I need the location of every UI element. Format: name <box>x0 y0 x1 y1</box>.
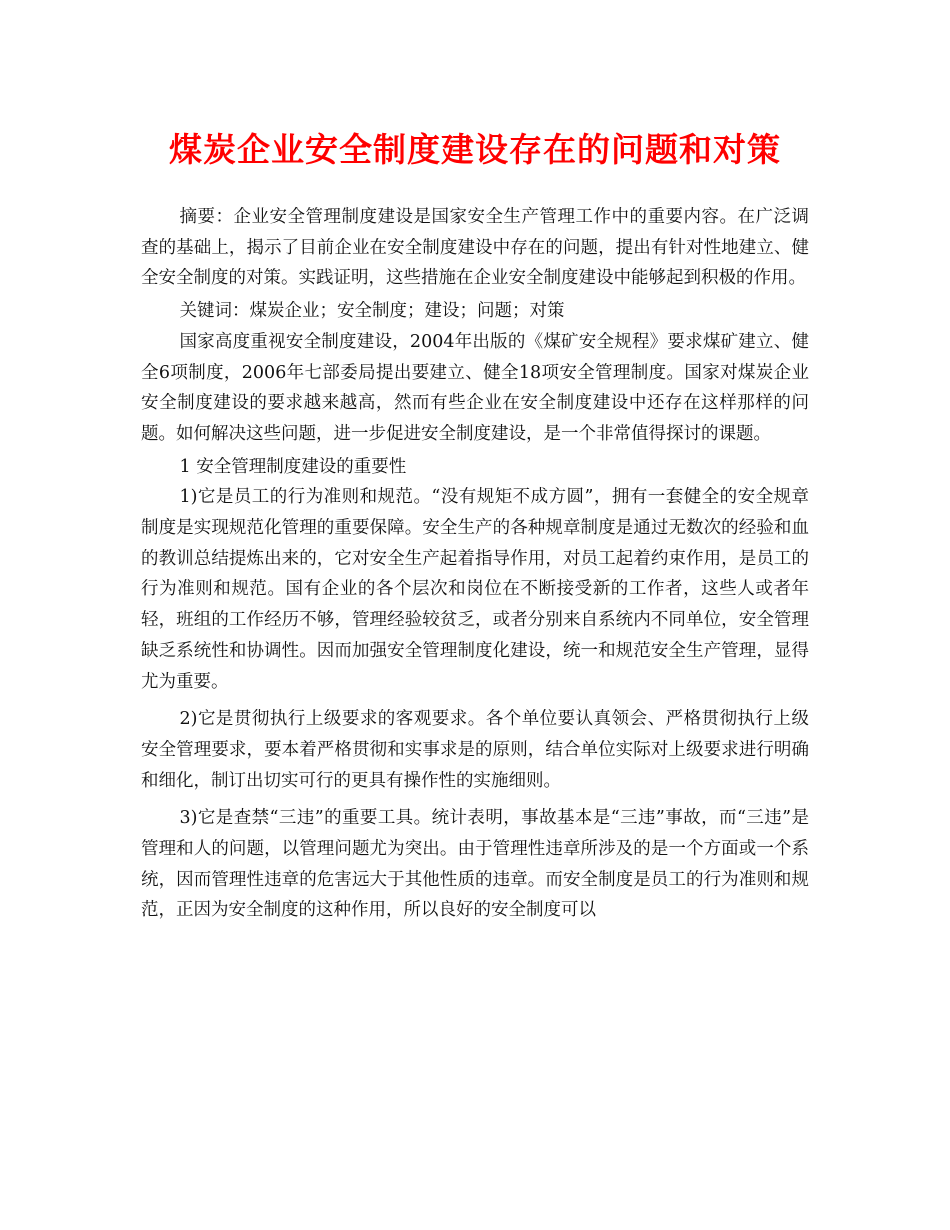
point-3-paragraph: 3)它是查禁“三违”的重要工具。统计表明，事故基本是“三违”事故，而“三违”是管理和人的问题，以管理问题尤为突出。由于管理性违章所涉及的是一个方面或一个系统，因而管理性违章的危害远大于其他性质的违章。而安全制度是员工的行为准则和规范，正因为安全制度的这种作用，所以良好的安全制度可以 <box>141 808 809 921</box>
abstract-paragraph: 摘要：企业安全管理制度建设是国家安全生产管理工作中的重要内容。在广泛调查的基础上，揭示了目前企业在安全制度建设中存在的问题，提出有针对性地建立、健全安全制度的对策。实践证明，这些措施在企业安全制度建设中能够起到积极的作用。 <box>141 207 809 289</box>
document-title: 煤炭企业安全制度建设存在的问题和对策 <box>169 130 781 169</box>
intro-paragraph: 国家高度重视安全制度建设，2004年出版的《煤矿安全规程》要求煤矿建立、健全6项制度，2006年七部委局提出要建立、健全18项安全管理制度。国家对煤炭企业安全制度建设的要求越来越高，然而有些企业在安全制度建设中还存在这样那样的问题。如何解决这些问题，进一步促进安全制度建设，是一个非常值得探讨的课题。 <box>141 331 809 444</box>
section-heading: 1 安全管理制度建设的重要性 <box>179 456 407 477</box>
keywords-paragraph: 关键词：煤炭企业；安全制度；建设；问题；对策 <box>179 301 565 322</box>
point-2-paragraph: 2)它是贯彻执行上级要求的客观要求。各个单位要认真领会、严格贯彻执行上级安全管理要求，要本着严格贯彻和实事求是的原则，结合单位实际对上级要求进行明确和细化，制订出切实可行的更具有操作性的实施细则。 <box>141 709 809 791</box>
point-1-paragraph: 1)它是员工的行为准则和规范。“没有规矩不成方圆”，拥有一套健全的安全规章制度是实现规范化管理的重要保障。安全生产的各种规章制度是通过无数次的经验和血的教训总结提炼出来的，它对安全生产起着指导作用，对员工起着约束作用，是员工的行为准则和规范。国有企业的各个层次和岗位在不断接受新的工作者，这些人或者年轻，班组的工作经历不够，管理经验较贫乏，或者分别来自系统内不同单位，安全管理缺乏系统性和协调性。因而加强安全管理制度化建设，统一和规范安全生产管理，显得尤为重要。 <box>141 487 809 692</box>
document-body <box>141 202 809 926</box>
